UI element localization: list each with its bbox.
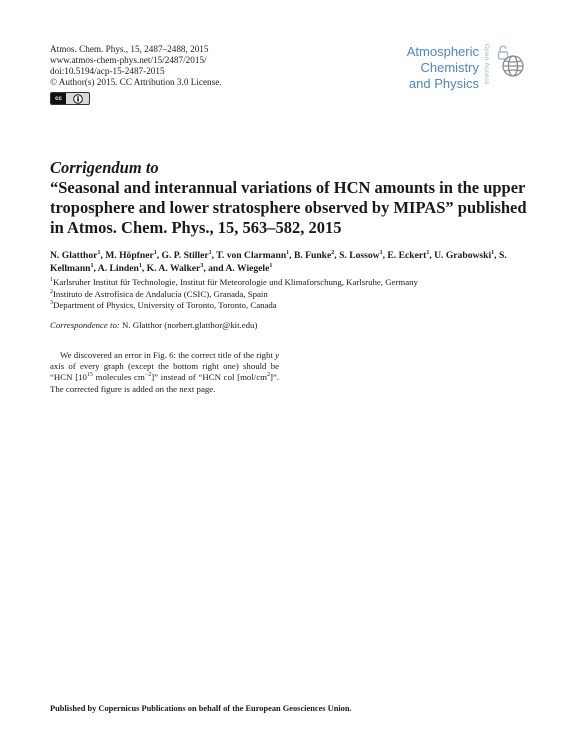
- correspondence-text[interactable]: N. Glatthor (norbert.glatthor@kit.edu): [122, 320, 258, 330]
- body-text-2: axis of every graph (except the bottom right one) should be “HCN [10: [50, 361, 279, 383]
- affiliation-list: [50, 277, 528, 312]
- author-affiliation-number: 1: [90, 262, 94, 269]
- author-name: A. Wiegele: [225, 262, 270, 274]
- citation: Atmos. Chem. Phys., 15, 2487–2488, 2015: [50, 44, 209, 54]
- egu-logo-icon: [496, 42, 526, 88]
- author-affiliation-number: 1: [379, 250, 383, 256]
- title-prefix: Corrigendum to: [50, 158, 159, 177]
- attribution-icon: [66, 94, 89, 104]
- author-name: T. von Clarmann: [216, 250, 287, 261]
- title-main: “Seasonal and interannual variations of HCN amounts in the upper troposphere and lower stratosphere observed by MIPAS” published in Atmos. Chem. Phys., 15, 563–582, 2015: [50, 178, 527, 237]
- correspondence: [50, 320, 528, 330]
- author-name: N. Glatthor: [50, 250, 98, 261]
- journal-line-2: Chemistry: [420, 60, 479, 75]
- affiliation-item: [50, 289, 528, 301]
- affiliation-text: Karlsruher Institut für Technologie, Institut für Meteorologie und Klimaforschung, Karlsruhe, Germany: [53, 277, 418, 287]
- affiliation-text: Department of Physics, University of Toronto, Toronto, Canada: [53, 300, 277, 311]
- publisher-footer: Published by Copernicus Publications on behalf of the European Geosciences Union.: [50, 704, 352, 713]
- body-text-y: y: [275, 350, 279, 360]
- affiliation-item: [50, 277, 528, 289]
- author-name: U. Grabowski: [434, 250, 492, 261]
- author-name: M. Höpfner: [105, 250, 154, 261]
- author-affiliation-number: 2: [331, 250, 335, 256]
- author-name: B. Funke: [293, 250, 332, 261]
- cc-icon: cc: [51, 93, 66, 104]
- license-text: © Author(s) 2015. CC Attribution 3.0 License.: [50, 77, 222, 87]
- journal-line-3: and Physics: [408, 76, 479, 91]
- author-name: G. P. Stiller: [161, 250, 209, 261]
- author-affiliation-number: 1: [269, 262, 273, 269]
- author-affiliation-number: 3: [200, 262, 204, 269]
- cc-license-badge[interactable]: [50, 92, 90, 105]
- affiliation-number: 2: [50, 288, 53, 295]
- author-affiliation-number: 1: [138, 262, 142, 269]
- affiliation-item: [50, 300, 528, 312]
- author-affiliation-number: 1: [153, 250, 157, 256]
- author-affiliation-number: 1: [286, 250, 290, 256]
- author-name: A. Linden: [97, 262, 139, 274]
- author-affiliation-number: 1: [97, 250, 101, 256]
- affiliation-number: 1: [50, 277, 53, 283]
- body-sup-1: 15: [86, 372, 93, 379]
- affiliation-text: Instituto de Astrofísica de Andalucía (CSIC), Granada, Spain: [53, 288, 268, 299]
- author-affiliation-number: 1: [426, 250, 430, 256]
- journal-line-1: Atmospheric: [406, 44, 479, 59]
- author-affiliation-number: 1: [491, 250, 495, 256]
- body-text-1: We discovered an error in Fig. 6: the correct title of the right: [60, 350, 276, 360]
- author-name: S. Lossow: [339, 250, 380, 261]
- author-name: S. Kellmann: [50, 250, 507, 274]
- correspondence-label: Correspondence to:: [50, 320, 120, 330]
- article-url[interactable]: www.atmos-chem-phys.net/15/2487/2015/: [50, 55, 207, 65]
- author-name: K. A. Walker: [146, 262, 201, 274]
- open-access-label: Open Access: [483, 44, 489, 85]
- doi[interactable]: doi:10.5194/acp-15-2487-2015: [50, 66, 165, 76]
- body-sup-3: 2: [266, 372, 270, 379]
- journal-name: [383, 44, 479, 92]
- body-sup-2: −2: [144, 372, 152, 379]
- author-list: N. Glatthor$^1$, M. Höpfner$^1$, G. P. Stiller$^1$, T. von Clarmann$^1$, B. Funke$^2$, S. Lossow$^1$, E. Eckert$^1$, U. Grabowski$^1$, S. Kellmann$^1$, A. Linden$^1$, K. A. Walker$^3$, and A. Wiegele$^1$: [50, 250, 507, 274]
- article-title: [50, 158, 528, 238]
- author-affiliation-number: 1: [208, 250, 212, 256]
- body-text-3: molecules cm: [92, 372, 145, 383]
- body-paragraph: [50, 350, 279, 395]
- body-text-5: ]”. The corrected figure is added on the next page.: [50, 372, 280, 394]
- body-text-4: ]” instead of “HCN col [mol/cm: [151, 372, 267, 383]
- author-name: E. Eckert: [387, 250, 427, 261]
- affiliation-number: 3: [50, 300, 53, 307]
- article-header: [50, 44, 222, 88]
